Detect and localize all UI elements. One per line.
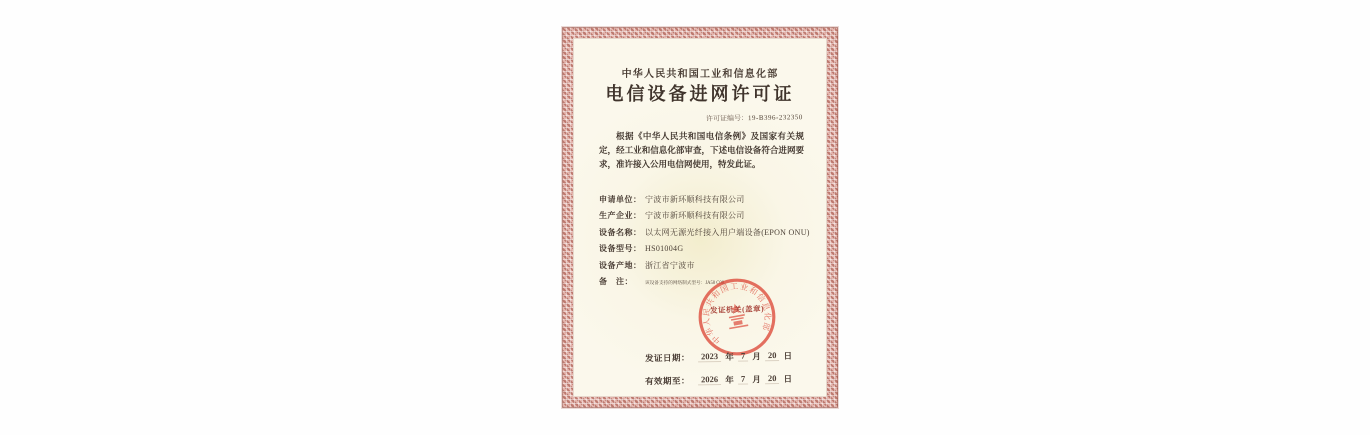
- field-row-origin: [599, 261, 813, 277]
- issue-date-month: 7: [738, 350, 748, 361]
- field-label-manufacturer: 生产企业：: [599, 211, 642, 221]
- field-row-manufacturer: [599, 211, 813, 227]
- field-row-device-model: [599, 244, 813, 260]
- certificate-fields: [599, 195, 813, 293]
- certificate-paper: [573, 38, 827, 397]
- field-label-device-model: 设备型号：: [599, 244, 642, 254]
- year-unit: 年: [725, 374, 734, 385]
- month-unit: 月: [752, 374, 761, 385]
- field-label-applicant: 申请单位：: [599, 195, 642, 204]
- certificate-title: 电信设备进网许可证: [605, 84, 795, 104]
- license-number-label: 许可证编号：: [706, 114, 749, 123]
- issue-date-row: [645, 350, 794, 365]
- issue-date-year: 2023: [698, 350, 721, 361]
- day-unit: 日: [783, 350, 793, 361]
- certificate-body-text: 根据《中华人民共和国电信条例》及国家有关规定，经工业和信息化部审查，下述电信设备符合进网要求，准许接入公用电信网使用，特发此证。: [599, 131, 804, 169]
- field-label-origin: 设备产地：: [599, 260, 642, 270]
- valid-until-label: 有效期至：: [644, 375, 691, 387]
- field-value-device-model: HS01004G: [645, 244, 684, 254]
- seal-ring-text: 中华人民共和国工业和信息化部: [701, 281, 773, 346]
- valid-until-month: 7: [738, 373, 748, 384]
- field-value-manufacturer: 宁波市新环顺科技有限公司: [645, 211, 745, 221]
- field-value-applicant: 宁波市新环顺科技有限公司: [645, 195, 745, 204]
- field-row-device-name: [599, 228, 813, 244]
- issue-date-day: 20: [765, 349, 780, 360]
- field-value-device-name: 以太网无源光纤接入用户端设备(EPON ONU): [645, 227, 810, 237]
- field-label-device-name: 设备名称：: [599, 227, 642, 237]
- field-row-applicant: [599, 195, 813, 211]
- issue-date-label: 发证日期：: [644, 352, 691, 364]
- valid-until-day: 20: [765, 372, 780, 383]
- valid-until-row: [645, 373, 794, 388]
- field-value-remark: 该设备支持的网络制式型号：JA58 C08。: [645, 279, 729, 286]
- license-number-value: 19-B396-232350: [748, 113, 804, 123]
- field-label-remark: 备 注：: [599, 276, 633, 286]
- license-number-row: [706, 112, 803, 124]
- day-unit: 日: [783, 373, 793, 384]
- seal-issuing-authority-label: 发证机关(盖章): [709, 304, 765, 315]
- field-value-origin: 浙江省宁波市: [645, 260, 695, 270]
- valid-until-year: 2026: [698, 373, 721, 384]
- month-unit: 月: [752, 351, 761, 362]
- certificate: [562, 27, 838, 408]
- year-unit: 年: [725, 351, 734, 362]
- issuer-title: 中华人民共和国工业和信息化部: [621, 69, 779, 80]
